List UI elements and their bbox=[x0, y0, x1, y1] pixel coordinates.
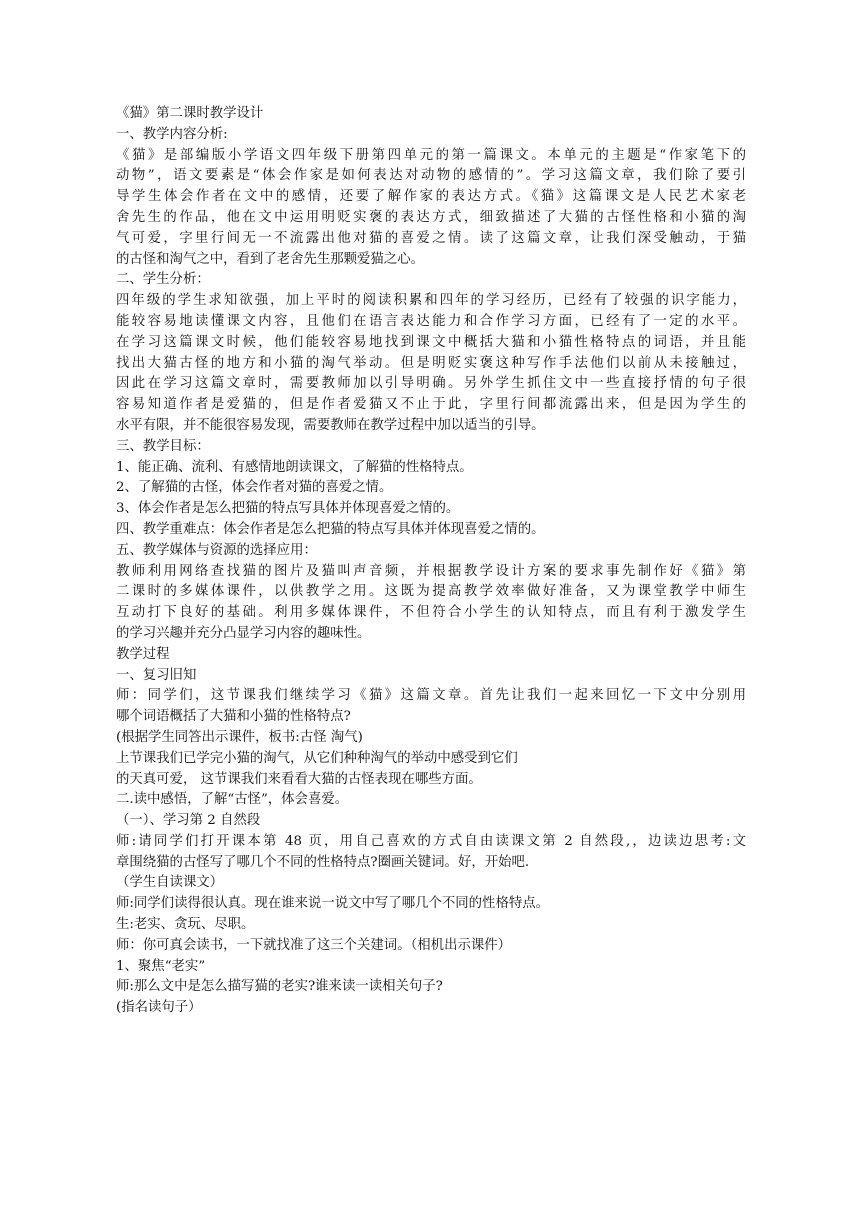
text-line: 《猫》是部编版小学语文四年级下册第四单元的第一篇课文。本单元的主题是“作家笔下的 bbox=[116, 147, 746, 163]
text-line: 二课时的多媒体课件，以供教学之用。这既为提高教学效率做好准备，又为课堂教学中师生 bbox=[116, 584, 746, 600]
text-line: 四、教学重难点：体会作者是怎么把猫的特点写具体并体现喜爱之情的。 bbox=[116, 521, 545, 537]
text-line: 能较容易地读懂课文内容，且他们在语言表达能力和合作学习方面，已经有了一定的水平。 bbox=[116, 313, 746, 329]
text-line: 二.读中感悟，了解“古怪”，体会喜爱。 bbox=[116, 792, 349, 808]
text-line: 2、了解猫的古怪，体会作者对猫的喜爱之情。 bbox=[116, 480, 393, 496]
text-line: 气可爱，字里行间无一不流露出他对猫的喜爱之情。读了这篇文章，让我们深受触动，于猫 bbox=[116, 230, 746, 246]
text-line: 3、体会作者是怎么把猫的特点写具体并体现喜爱之情的。 bbox=[116, 501, 460, 517]
text-line: 教学过程 bbox=[116, 646, 170, 662]
text-line: 师:那么文中是怎么描写猫的老实?谁来读一读相关句子? bbox=[116, 979, 443, 995]
text-line: 导学生体会作者在文中的感情，还要了解作家的表达方式。《猫》这篇课文是人民艺术家老 bbox=[116, 189, 746, 205]
text-line: （学生自读课文） bbox=[116, 875, 224, 891]
text-line: 师：你可真会读书，一下就找准了这三个关建词。（相机出示课件） bbox=[116, 937, 512, 953]
document-page bbox=[116, 104, 746, 1019]
text-line: 水平有限，并不能很容易发现，需要教师在教学过程中加以适当的引导。 bbox=[116, 417, 545, 433]
text-line: 一、复习旧知 bbox=[116, 667, 197, 683]
text-line: 上节课我们已学完小猫的淘气，从它们种种淘气的举动中感受到它们 bbox=[116, 750, 518, 766]
text-line: 师:请同学们打开课本第 48 页，用自己喜欢的方式自由读课文第 2 自然段,，边读边思考:文 bbox=[116, 833, 746, 849]
text-line: 五、教学媒体与资源的选择应用： bbox=[116, 542, 317, 558]
text-line: 师：同学们，这节课我们继续学习《猫》这篇文章。首先让我们一起来回忆一下文中分别用 bbox=[116, 688, 746, 704]
text-line: (根据学生同答出示课件，板书:古怪 淘气) bbox=[116, 729, 363, 745]
text-line: 在学习这篇课文时候，他们能较容易地找到课文中概括大猫和小猫性格特点的词语，并且能 bbox=[116, 334, 746, 350]
text-line: （一）、学习第 2 自然段 bbox=[116, 813, 261, 829]
text-line: 四年级的学生求知欲强，加上平时的阅读积累和四年的学习经历，已经有了较强的识字能力， bbox=[116, 293, 746, 309]
text-line: 的学习兴趣并充分凸显学习内容的趣味性。 bbox=[116, 625, 371, 641]
text-line: 生:老实、贪玩、尽职。 bbox=[116, 917, 255, 933]
text-line: 哪个词语概括了大猫和小猫的性格特点? bbox=[116, 709, 351, 725]
text-line: 三、教学目标： bbox=[116, 438, 210, 454]
text-line: 《猫》第二课时教学设计 bbox=[116, 106, 264, 121]
text-line: 师:同学们读得很认真。现在谁来说一说文中写了哪几个不同的性格特点。 bbox=[116, 896, 550, 912]
text-line: 容易知道作者是爱猫的，但是作者爱猫又不止于此，字里行间都流露出来，但是因为学生的 bbox=[116, 397, 746, 413]
text-line: 教师利用网络查找猫的图片及猫叫声音频，并根据教学设计方案的要求事先制作好《猫》第 bbox=[116, 563, 746, 579]
text-line: 动物”，语文要素是“体会作家是如何表达对动物的感情的”。学习这篇文章，我们除了要引 bbox=[116, 168, 746, 184]
text-line: 1、能正确、流利、有感情地朗读课文，了解猫的性格特点。 bbox=[116, 459, 473, 475]
text-line: 的古怪和淘气之中，看到了老舍先生那颗爱猫之心。 bbox=[116, 251, 424, 267]
text-line: (指名读句子） bbox=[116, 1000, 202, 1016]
text-line: 1、聚焦“老实” bbox=[116, 958, 206, 974]
text-line: 互动打下良好的基础。利用多媒体课件，不但符合小学生的认知特点，而且有利于激发学生 bbox=[116, 605, 746, 621]
text-line: 二、学生分析： bbox=[116, 272, 210, 288]
text-line: 一、教学内容分析: bbox=[116, 126, 228, 142]
text-line: 的天真可爱， 这节课我们来看看大猫的古怪表现在哪些方面。 bbox=[116, 771, 482, 787]
text-line: 因此在学习这篇文章时，需要教师加以引导明确。另外学生抓住文中一些直接抒情的句子很 bbox=[116, 376, 746, 392]
text-line: 舍先生的作品，他在文中运用明贬实褒的表达方式，细致描述了大猫的古怪性格和小猫的淘 bbox=[116, 209, 746, 225]
text-line: 章围绕猫的古怪写了哪几个不同的性格特点?圈画关键词。好，开始吧. bbox=[116, 854, 530, 870]
text-line: 找出大猫古怪的地方和小猫的淘气举动。但是明贬实褒这种写作手法他们以前从未接触过， bbox=[116, 355, 746, 371]
